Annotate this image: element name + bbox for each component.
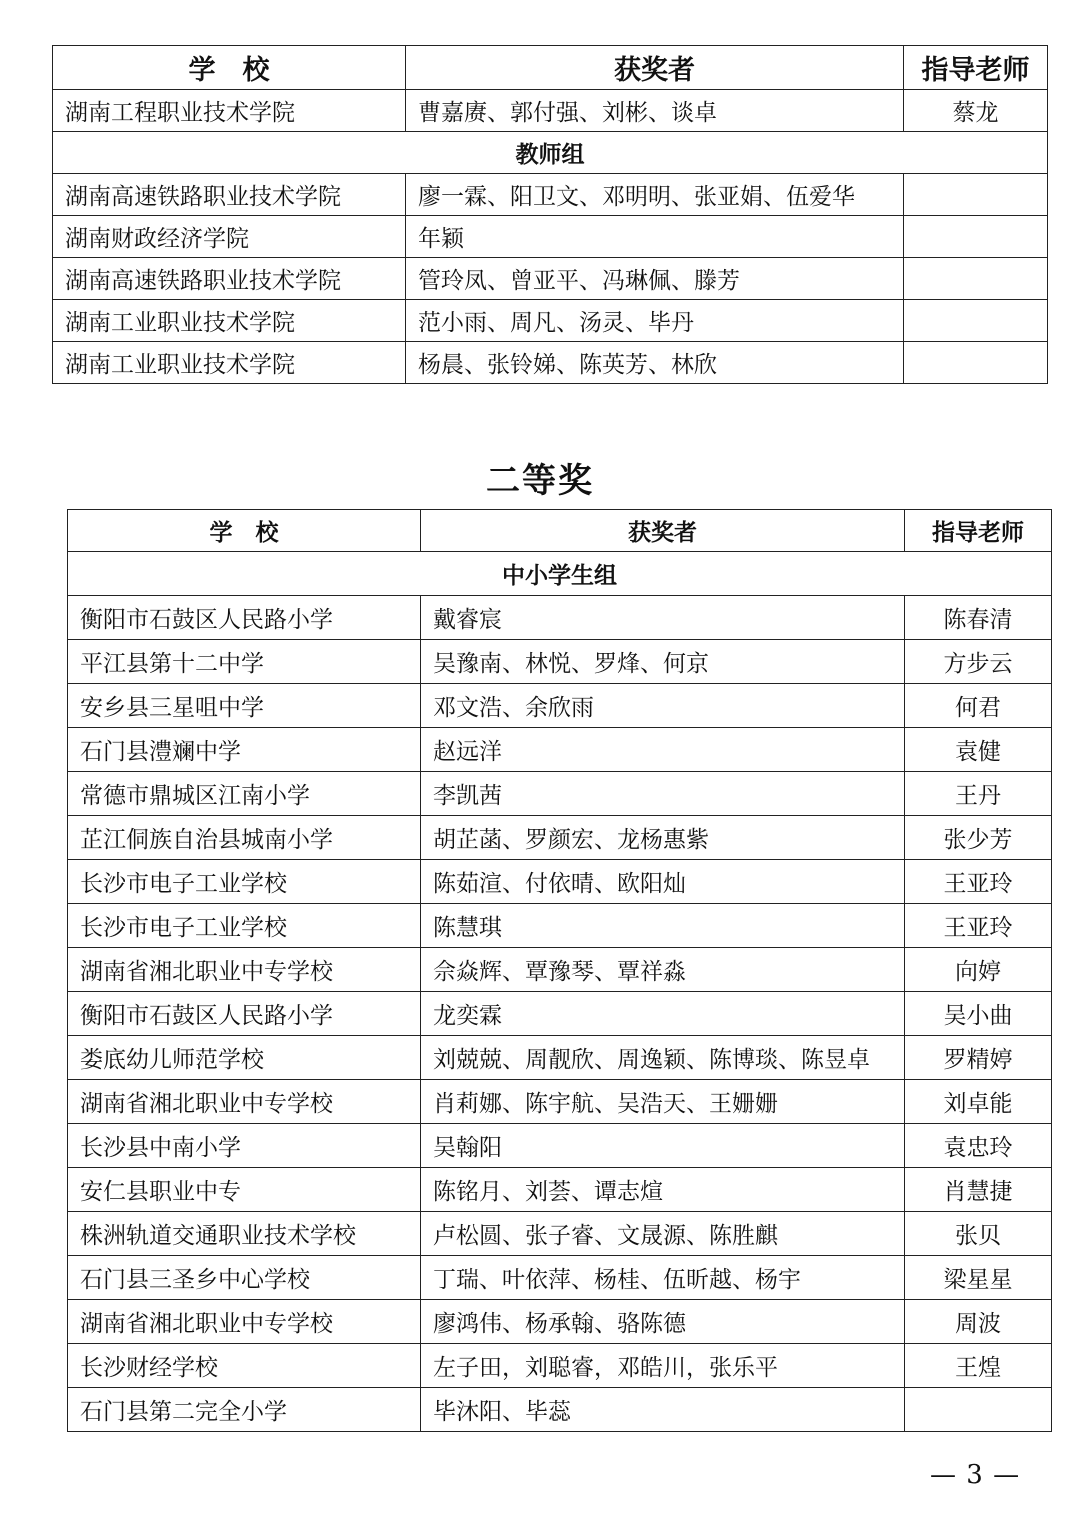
- table-row: [68, 684, 1052, 728]
- awards-table-2: [67, 509, 1052, 1432]
- winners-cell: 佘焱辉、覃豫琴、覃祥淼: [421, 948, 905, 992]
- table-row: [68, 860, 1052, 904]
- winners-cell: 龙奕霖: [421, 992, 905, 1036]
- winners-cell: 肖莉娜、陈宇航、吴浩天、王姗姗: [421, 1080, 905, 1124]
- table-row: [68, 1036, 1052, 1080]
- header-winners: 获奖者: [406, 46, 904, 90]
- winners-cell: 廖一霖、阳卫文、邓明明、张亚娟、伍爱华: [406, 174, 904, 216]
- section-title-second-prize: 二等奖: [486, 461, 594, 501]
- winners-cell: 曹嘉赓、郭付强、刘彬、谈卓: [406, 90, 904, 132]
- header-advisor: 指导老师: [905, 510, 1052, 552]
- school-cell: 湖南省湘北职业中专学校: [68, 1080, 421, 1124]
- winners-cell: 戴睿宸: [421, 596, 905, 640]
- winners-cell: 邓文浩、余欣雨: [421, 684, 905, 728]
- table-row: [68, 1344, 1052, 1388]
- school-cell: 长沙市电子工业学校: [68, 904, 421, 948]
- winners-cell: 吴豫南、林悦、罗烽、何京: [421, 640, 905, 684]
- school-cell: 娄底幼儿师范学校: [68, 1036, 421, 1080]
- school-cell: 湖南省湘北职业中专学校: [68, 948, 421, 992]
- advisor-cell: 肖慧捷: [905, 1168, 1052, 1212]
- table-row: [53, 300, 1048, 342]
- advisor-cell: 周波: [905, 1300, 1052, 1344]
- table-row: [68, 1256, 1052, 1300]
- advisor-cell: [905, 1388, 1052, 1432]
- advisor-cell: [904, 300, 1048, 342]
- school-cell: 安乡县三星咀中学: [68, 684, 421, 728]
- school-cell: 长沙财经学校: [68, 1344, 421, 1388]
- school-cell: 石门县澧斓中学: [68, 728, 421, 772]
- winners-cell: 陈铭月、刘荟、谭志煊: [421, 1168, 905, 1212]
- table-row: [53, 342, 1048, 384]
- table-row: [68, 1168, 1052, 1212]
- group-row-teacher: [53, 132, 1048, 174]
- advisor-cell: [904, 342, 1048, 384]
- table-header-row: [53, 46, 1048, 90]
- school-cell: 衡阳市石鼓区人民路小学: [68, 992, 421, 1036]
- table-row: [68, 992, 1052, 1036]
- winners-cell: 毕沐阳、毕蕊: [421, 1388, 905, 1432]
- advisor-cell: 王丹: [905, 772, 1052, 816]
- table-row: [68, 596, 1052, 640]
- advisor-cell: 王亚玲: [905, 860, 1052, 904]
- advisor-cell: 袁忠玲: [905, 1124, 1052, 1168]
- winners-cell: 管玲凤、曾亚平、冯琳佩、滕芳: [406, 258, 904, 300]
- table-row: [68, 1212, 1052, 1256]
- header-school: 学 校: [68, 510, 421, 552]
- advisor-cell: 蔡龙: [904, 90, 1048, 132]
- winners-cell: 年颖: [406, 216, 904, 258]
- table-row: [68, 904, 1052, 948]
- advisor-cell: [904, 174, 1048, 216]
- advisor-cell: 王亚玲: [905, 904, 1052, 948]
- school-cell: 常德市鼎城区江南小学: [68, 772, 421, 816]
- advisor-cell: 吴小曲: [905, 992, 1052, 1036]
- header-winners: 获奖者: [421, 510, 905, 552]
- advisor-cell: 王煌: [905, 1344, 1052, 1388]
- header-advisor: 指导老师: [904, 46, 1048, 90]
- winners-cell: 陈茹渲、付依晴、欧阳灿: [421, 860, 905, 904]
- winners-cell: 廖鸿伟、杨承翰、骆陈德: [421, 1300, 905, 1344]
- advisor-cell: [904, 216, 1048, 258]
- school-cell: 湖南高速铁路职业技术学院: [53, 258, 406, 300]
- school-cell: 湖南工业职业技术学院: [53, 300, 406, 342]
- winners-cell: 吴翰阳: [421, 1124, 905, 1168]
- group-row-student: [68, 552, 1052, 596]
- group-label: 教师组: [53, 132, 1048, 174]
- table-row: [68, 948, 1052, 992]
- page-number: — 3 —: [930, 1460, 1021, 1490]
- advisor-cell: 张少芳: [905, 816, 1052, 860]
- school-cell: 湖南工程职业技术学院: [53, 90, 406, 132]
- table-row: [68, 640, 1052, 684]
- advisor-cell: 梁星星: [905, 1256, 1052, 1300]
- advisor-cell: 袁健: [905, 728, 1052, 772]
- school-cell: 湖南高速铁路职业技术学院: [53, 174, 406, 216]
- school-cell: 株洲轨道交通职业技术学校: [68, 1212, 421, 1256]
- winners-cell: 左子田，刘聪睿，邓皓川，张乐平: [421, 1344, 905, 1388]
- school-cell: 石门县第二完全小学: [68, 1388, 421, 1432]
- table-row: [68, 816, 1052, 860]
- advisor-cell: 刘卓能: [905, 1080, 1052, 1124]
- winners-cell: 李凯茜: [421, 772, 905, 816]
- school-cell: 石门县三圣乡中心学校: [68, 1256, 421, 1300]
- table-header-row: [68, 510, 1052, 552]
- school-cell: 衡阳市石鼓区人民路小学: [68, 596, 421, 640]
- advisor-cell: 张贝: [905, 1212, 1052, 1256]
- winners-cell: 赵远洋: [421, 728, 905, 772]
- school-cell: 芷江侗族自治县城南小学: [68, 816, 421, 860]
- header-school: 学 校: [53, 46, 406, 90]
- advisor-cell: 陈春清: [905, 596, 1052, 640]
- winners-cell: 陈慧琪: [421, 904, 905, 948]
- table-row: [53, 216, 1048, 258]
- winners-cell: 范小雨、周凡、汤灵、毕丹: [406, 300, 904, 342]
- advisor-cell: 罗精婷: [905, 1036, 1052, 1080]
- advisor-cell: [904, 258, 1048, 300]
- school-cell: 平江县第十二中学: [68, 640, 421, 684]
- winners-cell: 胡芷菡、罗颜宏、龙杨惠紫: [421, 816, 905, 860]
- winners-cell: 刘兢兢、周靓欣、周逸颖、陈博琰、陈昱卓: [421, 1036, 905, 1080]
- awards-table-1: [52, 45, 1048, 384]
- school-cell: 湖南财政经济学院: [53, 216, 406, 258]
- table-row: [53, 258, 1048, 300]
- advisor-cell: 向婷: [905, 948, 1052, 992]
- table-row: [68, 728, 1052, 772]
- table-row: [68, 772, 1052, 816]
- winners-cell: 杨晨、张铃娣、陈英芳、林欣: [406, 342, 904, 384]
- table-row: [53, 90, 1048, 132]
- table-row: [53, 174, 1048, 216]
- table-row: [68, 1300, 1052, 1344]
- advisor-cell: 方步云: [905, 640, 1052, 684]
- table-row: [68, 1388, 1052, 1432]
- group-label: 中小学生组: [68, 552, 1052, 596]
- school-cell: 安仁县职业中专: [68, 1168, 421, 1212]
- winners-cell: 丁瑞、叶依萍、杨桂、伍昕越、杨宇: [421, 1256, 905, 1300]
- advisor-cell: 何君: [905, 684, 1052, 728]
- school-cell: 长沙市电子工业学校: [68, 860, 421, 904]
- school-cell: 湖南省湘北职业中专学校: [68, 1300, 421, 1344]
- table-row: [68, 1080, 1052, 1124]
- school-cell: 长沙县中南小学: [68, 1124, 421, 1168]
- winners-cell: 卢松圆、张子睿、文晟源、陈胜麒: [421, 1212, 905, 1256]
- table-row: [68, 1124, 1052, 1168]
- school-cell: 湖南工业职业技术学院: [53, 342, 406, 384]
